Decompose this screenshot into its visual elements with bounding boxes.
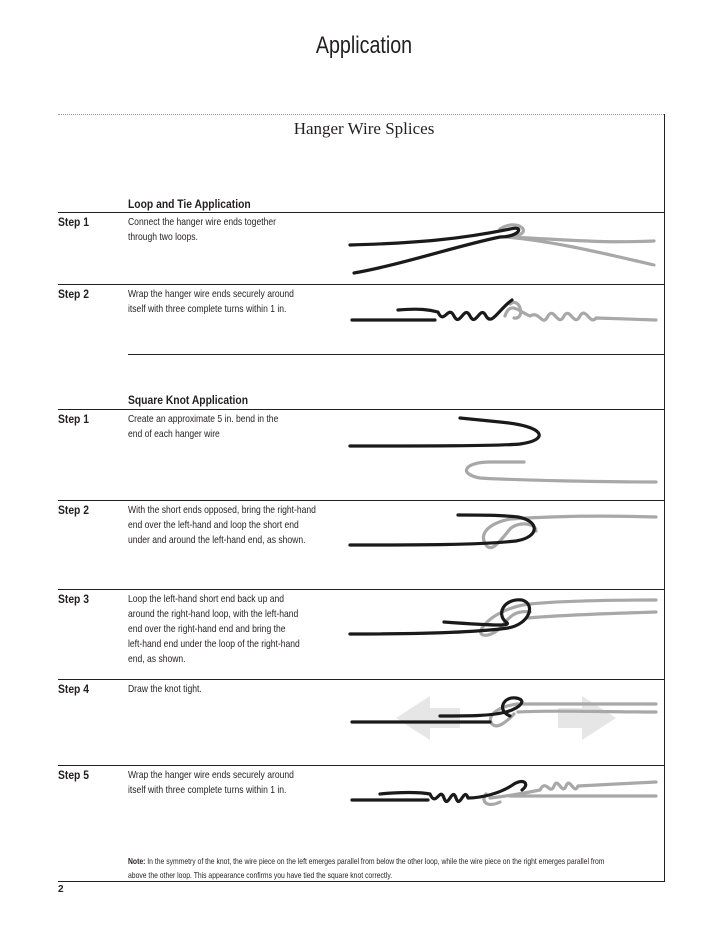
square-knot-heading: Square Knot Application <box>128 393 249 407</box>
section-divider <box>128 354 664 355</box>
square-knot-step-4-label: Step 4 <box>58 682 89 696</box>
step-divider <box>58 679 664 680</box>
square-knot-step-5-text: Wrap the hanger wire ends securely around itself with three complete turns within 1 in. <box>128 770 294 796</box>
square-knot-step-4-illustration <box>340 682 670 752</box>
header-dotted-divider <box>58 114 664 115</box>
step-divider <box>58 500 664 501</box>
square-knot-step-1-illustration <box>340 410 670 490</box>
loop-tie-step-2-illustration <box>340 290 670 340</box>
loop-tie-step-2-label: Step 2 <box>58 287 89 301</box>
square-knot-step-2-illustration <box>340 505 670 565</box>
section-title: Hanger Wire Splices <box>293 119 435 138</box>
square-knot-note: Note: In the symmetry of the knot, the wire piece on the left emerges parallel from below the other loop, while the wire piece on the right emerges parallel from above the other loop. This appearance confirms you have tied the square knot correctly. <box>128 856 605 880</box>
step-divider <box>58 284 664 285</box>
square-knot-step-5-illustration <box>340 768 670 828</box>
square-knot-step-1-label: Step 1 <box>58 412 89 426</box>
square-knot-step-2-label: Step 2 <box>58 503 89 517</box>
step-divider <box>58 765 664 766</box>
square-knot-step-1-text: Create an approximate 5 in. bend in the end of each hanger wire <box>128 414 279 440</box>
square-knot-step-2-text: With the short ends opposed, bring the right-hand end over the left-hand and loop the short end under and around the left-hand end, as shown. <box>128 505 316 546</box>
square-knot-step-3-label: Step 3 <box>58 592 89 606</box>
page-header-title: Application <box>315 32 413 59</box>
square-knot-step-3-illustration <box>340 590 670 650</box>
square-knot-step-3-text: Loop the left-hand short end back up and around the right-hand loop, with the left-hand end over the right-hand end and bring the left-hand end under the loop of the right-hand end, as shown. <box>128 594 300 665</box>
page-number: 2 <box>58 884 64 895</box>
step-divider <box>58 212 664 213</box>
loop-tie-heading: Loop and Tie Application <box>128 197 251 211</box>
loop-tie-step-1-label: Step 1 <box>58 215 89 229</box>
loop-tie-step-2-text: Wrap the hanger wire ends securely around itself with three complete turns within 1 in. <box>128 289 294 315</box>
pull-left-arrow-icon <box>396 696 460 740</box>
square-knot-step-4-text: Draw the knot tight. <box>128 684 202 695</box>
loop-tie-step-1-text: Connect the hanger wire ends together through two loops. <box>128 217 276 243</box>
loop-tie-step-1-illustration <box>340 215 670 280</box>
square-knot-step-5-label: Step 5 <box>58 768 89 782</box>
